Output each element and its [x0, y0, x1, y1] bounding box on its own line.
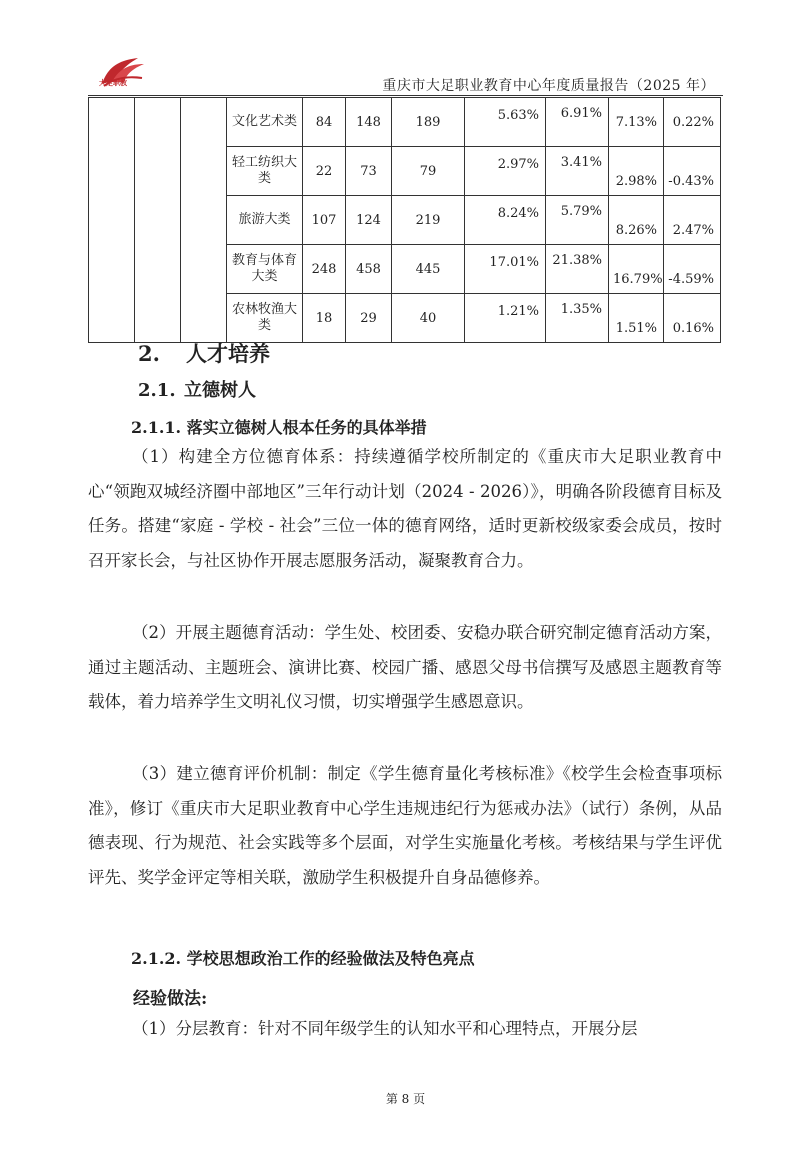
subsection-title: 立德树人 — [184, 380, 256, 401]
enrollment-table — [88, 97, 721, 343]
header-divider — [88, 95, 723, 96]
table-cell: 22 — [303, 147, 346, 196]
paragraph-1: （1）构建全方位德育体系：持续遵循学校所制定的《重庆市大足职业教育中心“领跑双城经济圈中部地区”三年行动计划（2024 - 2026）》，明确各阶段德育目标及任务。搭建“家庭 - 学校 - 社会”三位一体的德育网络，适时更新校级家委会成员，按时召开家长会，与社区协作开展志愿服务活动，凝聚教育合力。 — [88, 447, 722, 570]
table-cell: 2.47% — [664, 196, 721, 245]
table-cell: 0.22% — [664, 98, 721, 147]
paragraph-2: （2）开展主题德育活动：学生处、校团委、安稳办联合研究制定德育活动方案，通过主题活动、主题班会、演讲比赛、校园广播、感恩父母书信撰写及感恩主题教育等载体，着力培养学生文明礼仪习惯，切实增强学生感恩意识。 — [88, 623, 722, 711]
report-header-title: 重庆市大足职业教育中心年度质量报告（2025 年） — [382, 78, 715, 94]
table-cell-category: 旅游大类 — [227, 196, 303, 245]
paragraph-3: （3）建立德育评价机制：制定《学生德育量化考核标准》《校学生会检查事项标准》，修订《重庆市大足职业教育中心学生违规违纪行为惩戒办法》（试行）条例，从品德表现、行为规范、社会实践等多个层面，对学生实施量化考核。考核结果与学生评优评先、奖学金评定等相关联，激励学生积极提升自身品德修养。 — [88, 764, 722, 887]
table-cell: 16.79% — [609, 245, 664, 294]
section-title: 人才培养 — [186, 341, 270, 366]
table-cell: 73 — [346, 147, 392, 196]
table-cell: 248 — [303, 245, 346, 294]
table-cell: 8.24% — [465, 196, 546, 245]
table-cell: 8.26% — [609, 196, 664, 245]
table-cell: 29 — [346, 294, 392, 343]
subsection-number: 2.1. — [138, 380, 176, 401]
table-cell: 5.63% — [465, 98, 546, 147]
table-cell: 17.01% — [465, 245, 546, 294]
table-cell: 40 — [392, 294, 465, 343]
table-cell-category: 轻工纺织大类 — [227, 147, 303, 196]
table-cell: 1.35% — [546, 294, 609, 343]
table-cell: -4.59% — [664, 245, 721, 294]
table-cell: 124 — [346, 196, 392, 245]
table-cell: 219 — [392, 196, 465, 245]
table-cell: 2.97% — [465, 147, 546, 196]
section-number: 2. — [138, 341, 160, 366]
heading-2-1-2: 2.1.2. 学校思想政治工作的经验做法及特色亮点 — [131, 949, 475, 968]
table-cell: 5.79% — [546, 196, 609, 245]
table-cell: -0.43% — [664, 147, 721, 196]
table-cell: 107 — [303, 196, 346, 245]
table-cell: 7.13% — [609, 98, 664, 147]
subsection-heading — [138, 376, 256, 402]
table-row — [89, 98, 721, 147]
merged-cell — [89, 98, 135, 343]
table-cell: 2.98% — [609, 147, 664, 196]
table-cell: 79 — [392, 147, 465, 196]
table-cell: 6.91% — [546, 98, 609, 147]
paragraph-4: （1）分层教育：针对不同年级学生的认知水平和心理特点，开展分层 — [132, 1019, 638, 1038]
subheading-experience: 经验做法: — [133, 989, 208, 1009]
table-cell: 18 — [303, 294, 346, 343]
table-cell: 21.38% — [546, 245, 609, 294]
table-cell-category: 农林牧渔大类 — [227, 294, 303, 343]
table-cell-category: 文化艺术类 — [227, 98, 303, 147]
section-heading — [138, 338, 270, 368]
table-cell: 189 — [392, 98, 465, 147]
table-cell-category: 教育与体育大类 — [227, 245, 303, 294]
logo-text: 大足职教 — [99, 79, 127, 87]
table-cell: 148 — [346, 98, 392, 147]
table-cell: 445 — [392, 245, 465, 294]
page-number: 第 8 页 — [385, 1092, 426, 1106]
table-cell: 3.41% — [546, 147, 609, 196]
heading-2-1-1: 2.1.1. 落实立德树人根本任务的具体举措 — [131, 418, 427, 437]
table-cell: 1.51% — [609, 294, 664, 343]
table-cell: 458 — [346, 245, 392, 294]
table-cell: 1.21% — [465, 294, 546, 343]
table-cell: 84 — [303, 98, 346, 147]
merged-cell — [181, 98, 227, 343]
merged-cell — [135, 98, 181, 343]
table-cell: 0.16% — [664, 294, 721, 343]
